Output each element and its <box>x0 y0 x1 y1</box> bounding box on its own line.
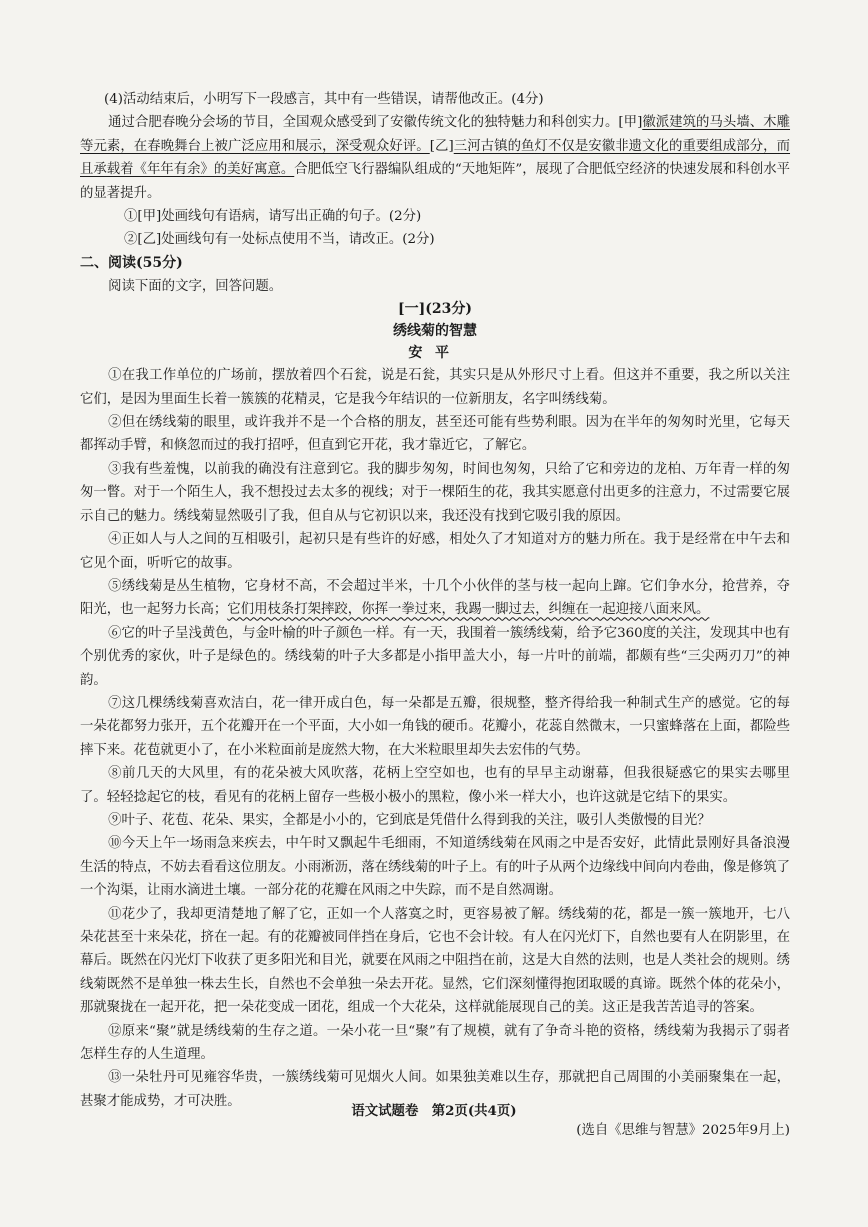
paragraph-6: ⑥它的叶子呈浅黄色，与金叶榆的叶子颜色一样。有一天，我围着一簇绣线菊，给予它360度的关注，发现其中也有个别优秀的家伙，叶子是绿色的。绣线菊的叶子大多都是小指甲盖大小，每一片叶的前端，都颇有些“三尖两刃刀”的神韵。 <box>80 625 790 688</box>
sub-question-1: ①[甲]处画线句有语病，请写出正确的句子。(2分) <box>124 209 422 225</box>
page-footer: 语文试题卷 第2页(共4页) <box>351 1103 517 1119</box>
paragraph-1: ①在我工作单位的广场前，摆放着四个石瓮，说是石瓮，其实只是从外形尺寸上看。但这并不重要，我之所以关注它们，是因为里面生长着一簇簇的花精灵，它是我今年结识的一位新朋友，名字叫绣线菊。 <box>80 368 790 407</box>
article-source: (选自《思维与智慧》2025年9月上) <box>576 1123 790 1139</box>
yi-mark: [乙] <box>429 138 454 154</box>
wavy-underlined-sentence: 它们用枝条打架摔跤，你挥一拳过来，我踢一脚过去，纠缠在一起迎接八面来风。 <box>227 602 710 618</box>
part-label: [一](23分) <box>398 301 472 318</box>
sub-question-2: ②[乙]处画线句有一处标点使用不当，请改正。(2分) <box>124 232 435 248</box>
reading-instruction: 阅读下面的文字，回答问题。 <box>108 278 283 294</box>
paragraph-5 <box>80 575 790 622</box>
paragraph-2: ②但在绣线菊的眼里，或许我并不是一个合格的朋友，甚至还可能有些势利眼。因为在半年的匆匆时光里，它每天都挥动手臂，和倏忽而过的我打招呼，但直到它开花，我才靠近它，了解它。 <box>80 415 790 454</box>
paragraph-12: ⑫原来“聚”就是绣线菊的生存之道。一朵小花一旦“聚”有了规模，就有了争奇斗艳的资格，绣线菊为我揭示了弱者怎样生存的人生道理。 <box>80 1023 790 1063</box>
passage-intro: 通过合肥春晚分会场的节目，全国观众感受到了安徽传统文化的独特魅力和科创实力。 <box>108 115 619 131</box>
paragraph-4: ④正如人与人之间的互相吸引，起初只是有些许的好感，相处久了才知道对方的魅力所在。我于是经常在中午去和它见个面，听听它的故事。 <box>80 532 790 571</box>
paragraph-11: ⑪花少了，我却更清楚地了解了它，正如一个人落寞之时，更容易被了解。绣线菊的花，都是一簇一簇地开，七八朵花甚至十来朵花，挤在一起。有的花瓣被同伴挡在身后，它也不会计较。有人在闪光灯下，自然也要有人在阴影里，在幕后。既然在闪光灯下收获了更多阳光和目光，就要在风雨之中阻挡在前，这是大自然的法则，也是人类社会的规则。绣线菊既然不是单独一株去生长，自然也不会单独一朵去开花。显然，它们深刻懂得抱团取暖的真谛。既然个体的花朵小，那就聚拢在一起开花，把一朵花变成一团花，组成一个大花朵，这样就能展现自己的美。这正是我苦苦追寻的答案。 <box>80 906 790 1016</box>
question-4-passage <box>80 111 790 205</box>
paragraph-3: ③我有些羞愧，以前我的确没有注意到它。我的脚步匆匆，时间也匆匆，只给了它和旁边的龙柏、万年青一样的匆匆一瞥。对于一个陌生人，我不想投过去太多的视线；对于一棵陌生的花，我其实愿意付出更多的注意力，不过需要它展示自己的魅力。绣线菊显然吸引了我，但自从与它初识以来，我还没有找到它吸引我的原因。 <box>80 461 790 524</box>
article-author: 安平 <box>408 345 462 362</box>
question-4-prompt: (4)活动结束后，小明写下一段感言，其中有一些错误，请帮他改正。(4分) <box>104 92 544 107</box>
paragraph-7: ⑦这几棵绣线菊喜欢洁白，花一律开成白色，每一朵都是五瓣，很规整，整齐得给我一种制式生产的感觉。它的每一朵花都努力张开，五个花瓣开在一个平面，大小如一角钱的硬币。花瓣小，花蕊自然微末，一只蜜蜂落在上面，都险些摔下来。花苞就更小了，在小米粒面前是庞然大物，在大米粒眼里却失去宏伟的气势。 <box>80 695 790 758</box>
paragraph-13: ⑬一朵牡丹可见雍容华贵，一簇绣线菊可见烟火人间。如果独美难以生存，那就把自己周围的小美丽聚集在一起，甚聚才能成势，才可决胜。 <box>80 1070 790 1109</box>
article-title: 绣线菊的智慧 <box>393 323 477 340</box>
paragraph-10: ⑩今天上午一场雨急来疾去，中午时又飘起牛毛细雨，不知道绣线菊在风雨之中是否安好，此情此景刚好具备浪漫生活的特点，不妨去看看这位朋友。小雨淅沥，落在绣线菊的叶子上。有的叶子从两个边缘线中间向内卷曲，像是修筑了一个沟渠，让雨水滴进土壤。一部分花的花瓣在风雨之中失踪，而不是自然凋谢。 <box>80 836 790 899</box>
jia-mark: [甲] <box>618 115 643 131</box>
jia-underlined-sentence: 徽派建筑的马头墙、木雕等元素，在春晚舞台上被广泛应用和展示，深受观众好评。 <box>80 115 791 154</box>
section-heading: 二、阅读(55分) <box>80 254 183 271</box>
paragraph-5-text: ⑤绣线菊是丛生植物，它身材不高，不会超过半米，十几个小伙伴的茎与枝一起向上蹿。它们争水分，抢营养，夺阳光，也一起努力长高； <box>80 578 790 618</box>
passage-rest: 合肥低空飞行器编队组成的“天地矩阵”，展现了合肥低空经济的快速发展和科创水平的显著提升。 <box>80 162 791 201</box>
yi-underlined-sentence: 三河古镇的鱼灯不仅是安徽非遗文化的重要组成部分，而且承载着《年年有余》的美好寓意。 <box>80 138 791 178</box>
paragraph-8: ⑧前几天的大风里，有的花朵被大风吹落，花柄上空空如也，也有的早早主动谢幕，但我很疑惑它的果实去哪里了。轻轻捻起它的枝，看见有的花柄上留存一些极小极小的黑粒，像小米一样大小，也许这就是它结下的果实。 <box>80 766 790 805</box>
paragraph-9: ⑨叶子、花苞、花朵、果实，全都是小小的，它到底是凭借什么得到我的关注，吸引人类傲慢的目光？ <box>108 812 711 828</box>
